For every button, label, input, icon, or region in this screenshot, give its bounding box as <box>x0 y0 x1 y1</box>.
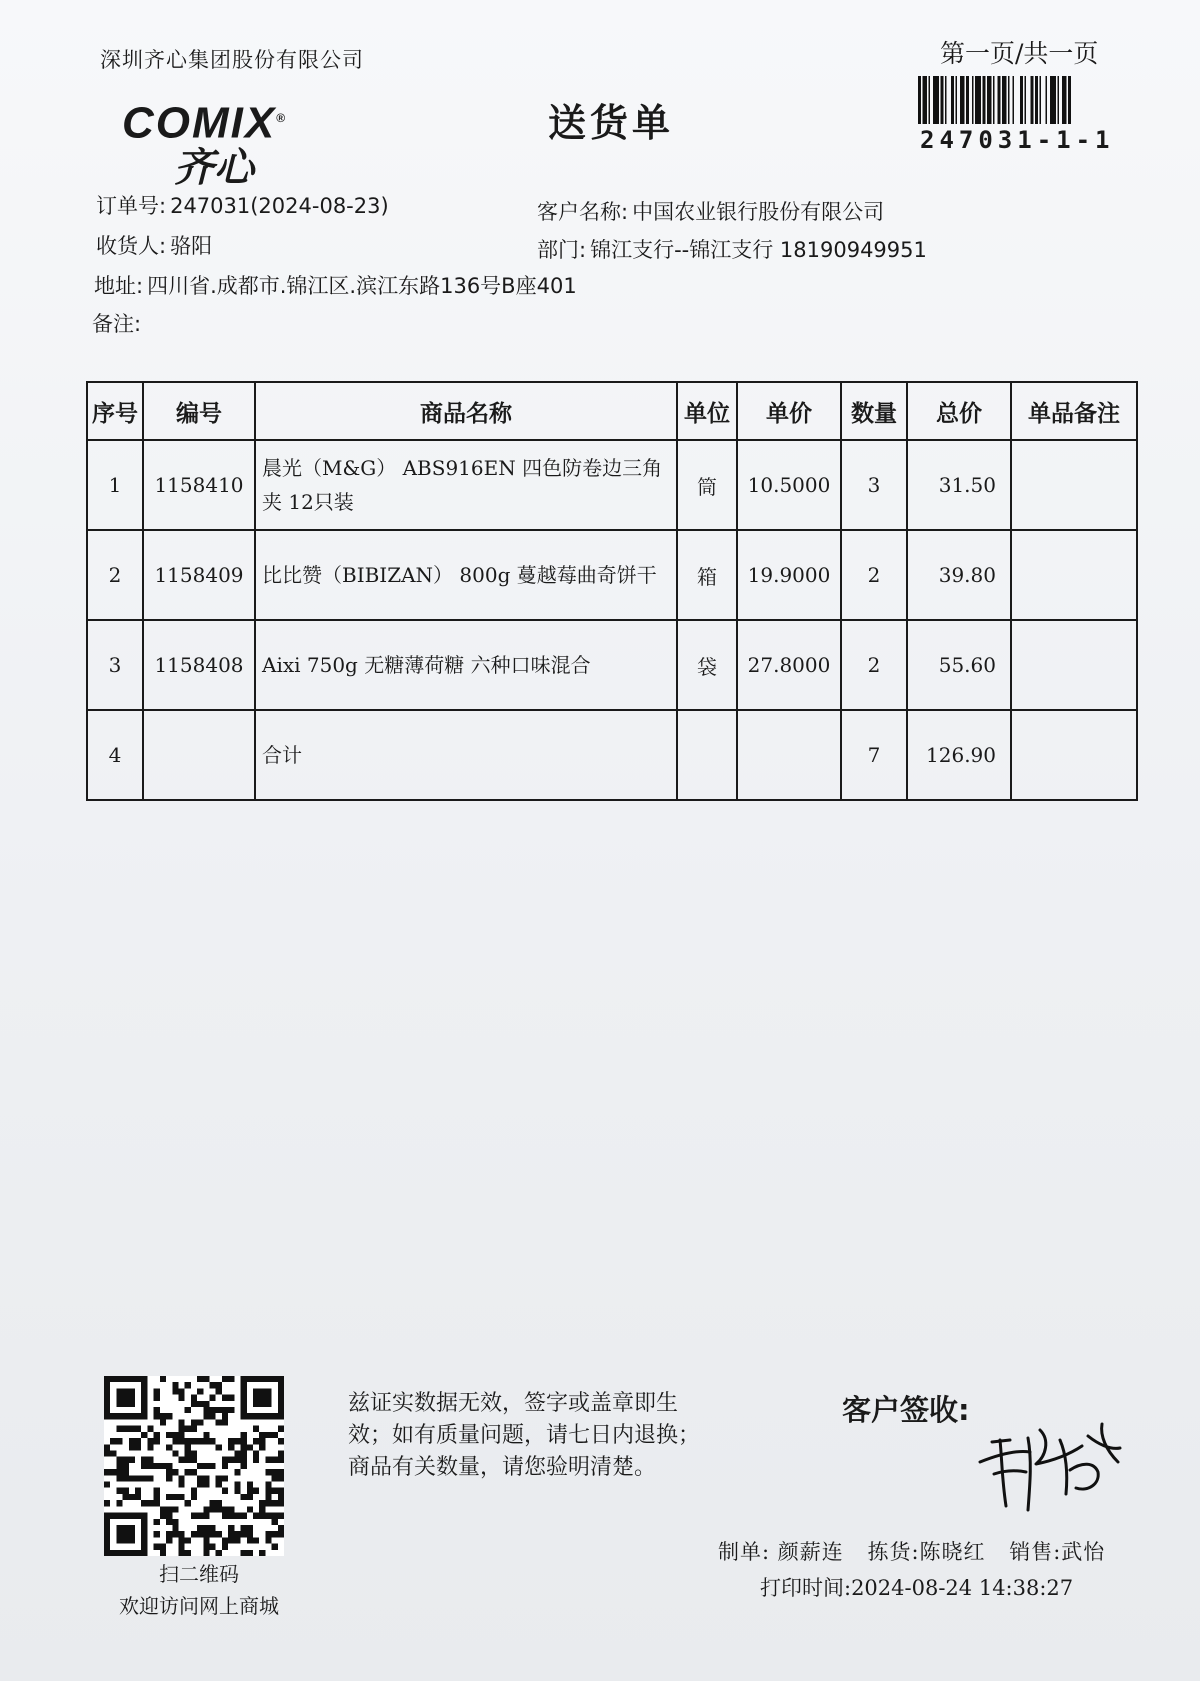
cell-qty: 2 <box>841 620 907 710</box>
cell-name: 合计 <box>255 710 677 800</box>
cell-seq: 1 <box>87 440 143 530</box>
cell-qty: 7 <box>841 710 907 800</box>
picker: 拣货:陈晓红 <box>867 1540 986 1564</box>
cell-code: 1158409 <box>143 530 255 620</box>
cell-name: 比比赞（BIBIZAN） 800g 蔓越莓曲奇饼干 <box>255 530 677 620</box>
table-row <box>87 440 1137 530</box>
notice-line: 效；如有质量问题，请七日内退换； <box>348 1423 701 1448</box>
header-qty: 数量 <box>841 382 907 440</box>
cell-code <box>143 710 255 800</box>
cell-total: 39.80 <box>907 530 1011 620</box>
sales: 销售:武怡 <box>1009 1540 1106 1564</box>
cell-note <box>1011 710 1137 800</box>
cell-name: 晨光（M&G） ABS916EN 四色防卷边三角夹 12只装 <box>255 440 677 530</box>
cell-qty: 3 <box>841 440 907 530</box>
notice-line: 商品有关数量，请您验明清楚。 <box>348 1455 657 1480</box>
cell-note <box>1011 530 1137 620</box>
cell-note <box>1011 440 1137 530</box>
qr-caption-scan: 扫二维码 <box>159 1562 239 1586</box>
cell-price <box>737 710 841 800</box>
cell-unit: 袋 <box>677 620 737 710</box>
qr-caption <box>94 1558 304 1622</box>
customer-sign-label: 客户签收: <box>842 1393 970 1427</box>
table-row <box>87 530 1137 620</box>
print-time: 打印时间:2024-08-24 14:38:27 <box>760 1576 1074 1600</box>
comix-logo <box>122 96 352 190</box>
header-unit: 单位 <box>677 382 737 440</box>
qr-caption-welcome: 欢迎访问网上商城 <box>119 1594 279 1618</box>
cell-unit <box>677 710 737 800</box>
receiver: 收货人: 骆阳 <box>96 234 213 258</box>
company-name: 深圳齐心集团股份有限公司 <box>100 48 364 72</box>
logo-cn: 齐心 <box>174 144 254 191</box>
header-name: 商品名称 <box>255 382 677 440</box>
table-row <box>87 620 1137 710</box>
barcode <box>918 76 1136 124</box>
address: 地址: 四川省.成都市.锦江区.滨江东路136号B座401 <box>94 274 577 298</box>
goods-table <box>86 381 1138 801</box>
header-note: 单品备注 <box>1011 382 1137 440</box>
maker: 制单: 颜薪连 <box>718 1540 844 1564</box>
staff-line <box>718 1536 1121 1566</box>
cell-code: 1158408 <box>143 620 255 710</box>
cell-note <box>1011 620 1137 710</box>
table-total-row <box>87 710 1137 800</box>
cell-seq: 2 <box>87 530 143 620</box>
barcode-number: 247031-1-1 <box>920 126 1115 154</box>
table-header-row <box>87 382 1137 440</box>
cell-total: 126.90 <box>907 710 1011 800</box>
cell-code: 1158410 <box>143 440 255 530</box>
logo-en: COMIX® <box>122 98 288 148</box>
cell-price: 27.8000 <box>737 620 841 710</box>
department: 部门: 锦江支行--锦江支行 18190949951 <box>537 238 927 262</box>
cell-qty: 2 <box>841 530 907 620</box>
notice-text <box>348 1388 700 1484</box>
header-seq: 序号 <box>87 382 143 440</box>
order-number: 订单号: 247031(2024-08-23) <box>96 194 389 218</box>
cell-seq: 3 <box>87 620 143 710</box>
page-indicator: 第一页/共一页 <box>940 39 1099 68</box>
cell-total: 31.50 <box>907 440 1011 530</box>
cell-seq: 4 <box>87 710 143 800</box>
header-code: 编号 <box>143 382 255 440</box>
notice-line: 兹证实数据无效，签字或盖章即生 <box>348 1391 679 1416</box>
cell-total: 55.60 <box>907 620 1011 710</box>
qr-code <box>104 1376 284 1556</box>
cell-unit: 箱 <box>677 530 737 620</box>
cell-name: Aixi 750g 无糖薄荷糖 六种口味混合 <box>255 620 677 710</box>
header-total: 总价 <box>907 382 1011 440</box>
goods-table-wrapper <box>86 381 1138 801</box>
cell-price: 10.5000 <box>737 440 841 530</box>
header-price: 单价 <box>737 382 841 440</box>
remark: 备注: <box>92 312 142 336</box>
document-title: 送货单 <box>548 101 675 145</box>
cell-price: 19.9000 <box>737 530 841 620</box>
cell-unit: 筒 <box>677 440 737 530</box>
customer-name: 客户名称: 中国农业银行股份有限公司 <box>537 200 885 224</box>
handwritten-signature <box>970 1410 1130 1520</box>
